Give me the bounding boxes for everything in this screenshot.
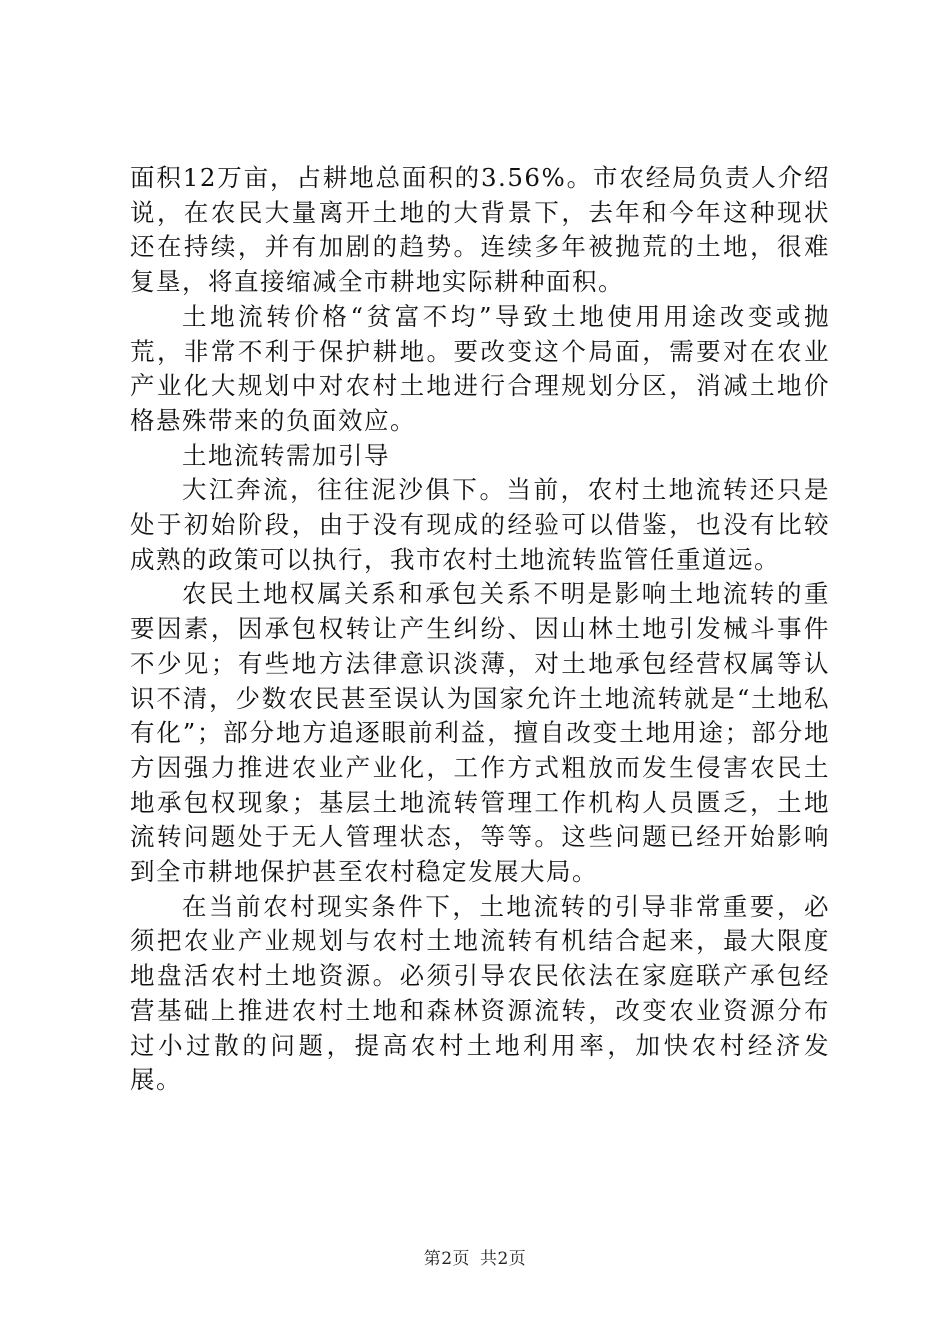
- page-number: 第2页: [423, 1249, 471, 1269]
- page-footer: [0, 1244, 950, 1269]
- document-body: [130, 161, 830, 1098]
- paragraph-continuation: 面积12万亩，占耕地总面积的3.56%。市农经局负责人介绍说，在农民大量离开土地的大背景下，去年和今年这种现状还在持续，并有加剧的趋势。连续多年被抛荒的土地，很难复垦，将直接缩减全市耕地实际耕种面积。: [130, 163, 830, 297]
- page-total: 共2页: [479, 1249, 527, 1269]
- paragraph: 农民土地权属关系和承包关系不明是影响土地流转的重要因素，因承包权转让产生纠纷、因山林土地引发械斗事件不少见；有些地方法律意识淡薄，对土地承包经营权属等认识不清，少数农民甚至误认为国家允许土地流转就是“土地私有化”；部分地方追逐眼前利益，擅自改变土地用途；部分地方因强力推进农业产业化，工作方式粗放而发生侵害农民土地承包权现象；基层土地流转管理工作机构人员匮乏，土地流转问题处于无人管理状态，等等。这些问题已经开始影响到全市耕地保护甚至农村稳定发展大局。: [130, 579, 830, 887]
- paragraph: 在当前农村现实条件下，土地流转的引导非常重要，必须把农业产业规划与农村土地流转有机结合起来，最大限度地盘活农村土地资源。必须引导农民依法在家庭联产承包经营基础上推进农村土地和森林资源流转，改变农业资源分布过小过散的问题，提高农村土地利用率，加快农村经济发展。: [130, 891, 830, 1095]
- section-heading: 土地流转需加引导: [182, 440, 390, 470]
- paragraph: 大江奔流，往往泥沙俱下。当前，农村土地流转还只是处于初始阶段，由于没有现成的经验可以借鉴，也没有比较成熟的政策可以执行，我市农村土地流转监管任重道远。: [130, 475, 830, 574]
- paragraph: 土地流转价格“贫富不均”导致土地使用用途改变或抛荒，非常不利于保护耕地。要改变这个局面，需要对在农业产业化大规划中对农村土地进行合理规划分区，消减土地价格悬殊带来的负面效应。: [130, 301, 830, 435]
